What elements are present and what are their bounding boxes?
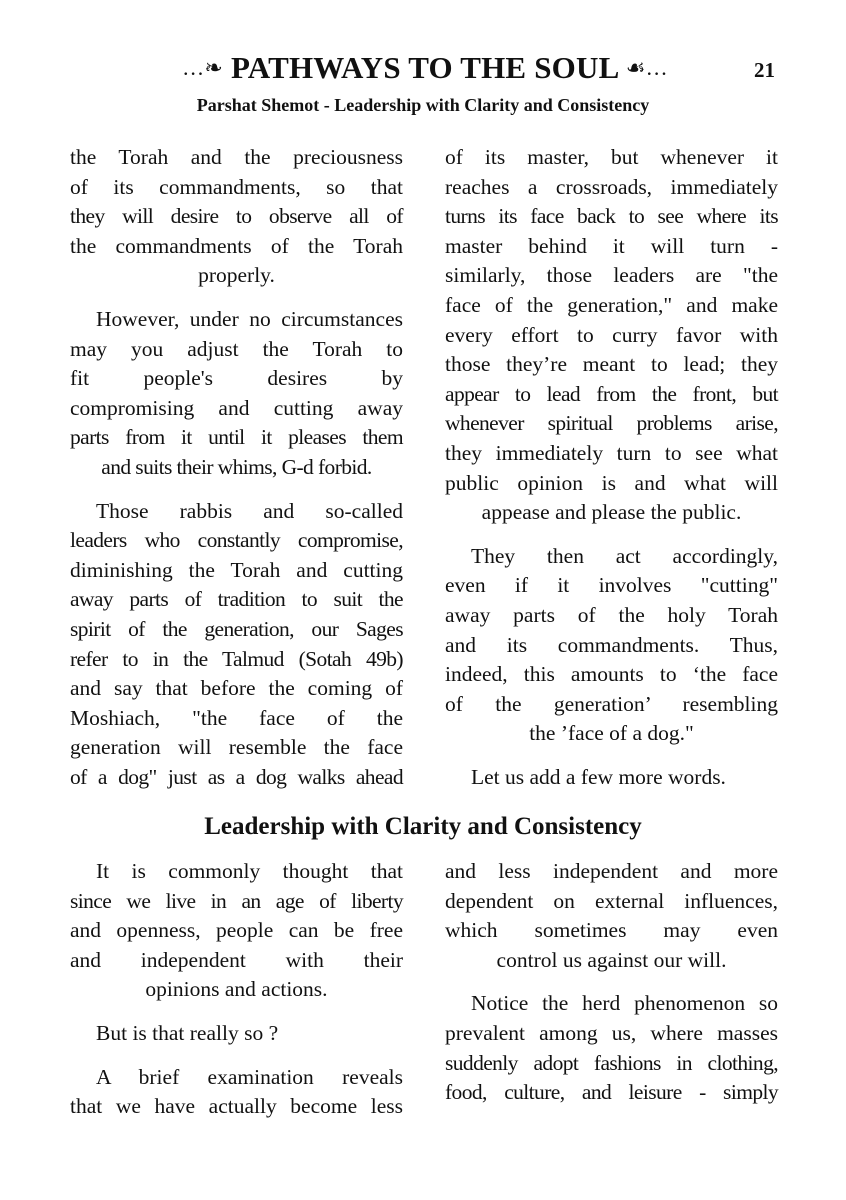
text-line: of a dog" just as a dog walks ahead [70,764,403,789]
text-line: similarly, those leaders are "the [445,263,778,288]
text-line: Those rabbis and so-called [96,498,403,523]
paragraph [70,497,403,793]
text-line: diminishing the Torah and cutting [70,557,403,582]
text-line: may you adjust the Torah to [70,336,403,361]
text-line: Moshiach, "the face of the [70,705,403,730]
text-line: away parts of tradition to suit the [70,587,403,612]
text-line: away parts of the holy Torah [445,602,778,627]
text-line: appease and please the public. [481,500,742,525]
text-line: opinions and actions. [145,977,328,1002]
text-line: even if it involves "cutting" [445,573,778,598]
text-line: the ’face of a dog." [529,721,694,746]
text-line: suddenly adopt fashions in clothing, [445,1050,778,1075]
text-line: compromising and cutting away [70,395,403,420]
text-line: But is that really so ? [96,1020,279,1045]
text-line: the commandments of the Torah [70,233,403,258]
text-line: control us against our will. [496,947,727,972]
text-line: generation will resemble the face [70,735,403,760]
text-line: food, culture, and leisure - simply [445,1080,778,1105]
section2-right-column [445,857,778,1108]
running-header [130,50,720,86]
text-line: leaders who constantly compromise, [70,528,403,553]
section1-right-column [445,143,778,792]
text-line: face of the generation," and make [445,292,778,317]
paragraph [70,857,403,1005]
section1-left-column [70,143,403,792]
text-line: of the generation’ resembling [445,691,778,716]
text-line: However, under no circumstances [96,306,403,331]
paragraph [445,143,778,528]
text-line: turns its face back to see where its [445,204,778,229]
text-line: public opinion is and what will [445,470,778,495]
paragraph [445,989,778,1107]
text-line: and independent with their [70,947,403,972]
section-heading: Leadership with Clarity and Consistency [204,813,642,840]
text-line: the Torah and the preciousness [70,145,403,169]
section2-left-column [70,857,403,1122]
text-line: since we live in an age of liberty [70,888,403,913]
text-line: whenever spiritual problems arise, [445,411,778,436]
text-line: and its commandments. Thus, [445,632,778,657]
text-line: parts from it until it pleases them [70,425,403,450]
text-line: and openness, people can be free [70,918,403,943]
book-title: PATHWAYS TO THE SOUL [230,50,618,85]
text-line: which sometimes may even [445,918,778,943]
text-line: and say that before the coming of [70,676,403,701]
text-line: those they’re meant to lead; they [445,352,778,377]
paragraph [70,1019,403,1049]
text-line: appear to lead from the front, but [445,381,778,406]
page-number: 21 [754,58,775,82]
text-line: they immediately turn to see what [445,440,778,465]
text-line: dependent on external influences, [445,888,778,913]
text-line: refer to in the Talmud (Sotah 49b) [70,646,403,671]
text-line: and less independent and more [445,859,778,883]
text-line: they will desire to observe all of [70,204,403,229]
text-line: that we have actually become less [70,1094,403,1119]
text-line: master behind it will turn - [445,233,778,258]
paragraph [70,143,403,291]
text-line: and suits their whims, G-d forbid. [101,454,372,479]
paragraph [70,1063,403,1122]
text-line: They then act accordingly, [471,543,778,568]
text-line: prevalent among us, where masses [445,1020,778,1045]
right-ornament-icon: ☙… [625,55,668,80]
text-line: of its master, but whenever it [445,145,778,169]
text-line: Notice the herd phenomenon so [471,991,778,1016]
paragraph [445,542,778,749]
text-line: every effort to curry favor with [445,322,778,347]
text-line: fit people's desires by [70,366,403,391]
paragraph [70,305,403,483]
text-line: A brief examination reveals [96,1064,403,1089]
paragraph [445,857,778,975]
chapter-subtitle: Parshat Shemot - Leadership with Clarity and Consistency [196,95,650,115]
text-line: reaches a crossroads, immediately [445,174,778,199]
text-line: It is commonly thought that [96,859,403,883]
text-line: spirit of the generation, our Sages [70,616,403,641]
text-line: properly. [198,263,275,288]
text-line: of its commandments, so that [70,174,403,199]
paragraph [445,763,778,793]
text-line: indeed, this amounts to ‘the face [445,662,778,687]
text-line: Let us add a few more words. [471,764,726,789]
left-ornament-icon: …❧ [182,55,224,80]
